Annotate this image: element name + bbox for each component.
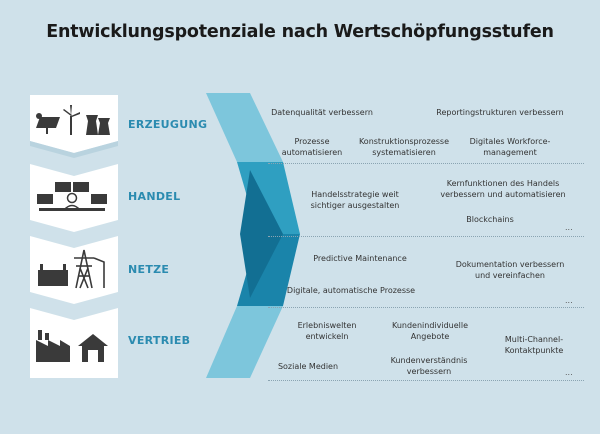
potential-item: Erlebniswelten entwickeln bbox=[297, 321, 357, 341]
potential-item: Kundenverständnis verbessern bbox=[390, 356, 468, 376]
potential-item: Handelsstrategie weit sichtiger ausgestalten bbox=[310, 190, 400, 210]
stage-label-netze: NETZE bbox=[128, 263, 170, 276]
potential-item: Digitales Workforce- management bbox=[469, 137, 551, 157]
potential-item: Dokumentation verbessern und vereinfachen bbox=[455, 260, 565, 280]
separator bbox=[268, 307, 584, 308]
more-marker: ... bbox=[565, 296, 573, 305]
potential-item: Reportingstrukturen verbessern bbox=[436, 108, 564, 117]
stage-label-erzeugung: ERZEUGUNG bbox=[128, 118, 208, 131]
separator bbox=[268, 236, 584, 237]
potential-item: Kernfunktionen des Handels verbessern und automatisieren bbox=[440, 179, 566, 199]
potential-item: Blockchains bbox=[466, 215, 514, 224]
separator bbox=[268, 380, 584, 381]
potential-item: Multi-Channel- Kontaktpunkte bbox=[504, 335, 564, 355]
stage-label-handel: HANDEL bbox=[128, 190, 181, 203]
page-title: Entwicklungspotenziale nach Wertschöpfungsstufen bbox=[46, 22, 554, 42]
potential-item: Digitale, automatische Prozesse bbox=[286, 286, 416, 295]
more-marker: ... bbox=[565, 368, 573, 377]
stage-box-vertrieb bbox=[30, 308, 118, 378]
separator bbox=[268, 163, 584, 164]
potential-item: Soziale Medien bbox=[277, 362, 339, 371]
potential-item: Kundenindividuelle Angebote bbox=[391, 321, 469, 341]
potential-item: Konstruktionsprozesse systematisieren bbox=[358, 137, 450, 157]
stage-label-vertrieb: VERTRIEB bbox=[128, 334, 191, 347]
potential-item: Prozesse automatisieren bbox=[281, 137, 343, 157]
potential-item: Datenqualität verbessern bbox=[271, 108, 373, 117]
more-marker: ... bbox=[565, 223, 573, 232]
potential-item: Predictive Maintenance bbox=[313, 254, 407, 263]
